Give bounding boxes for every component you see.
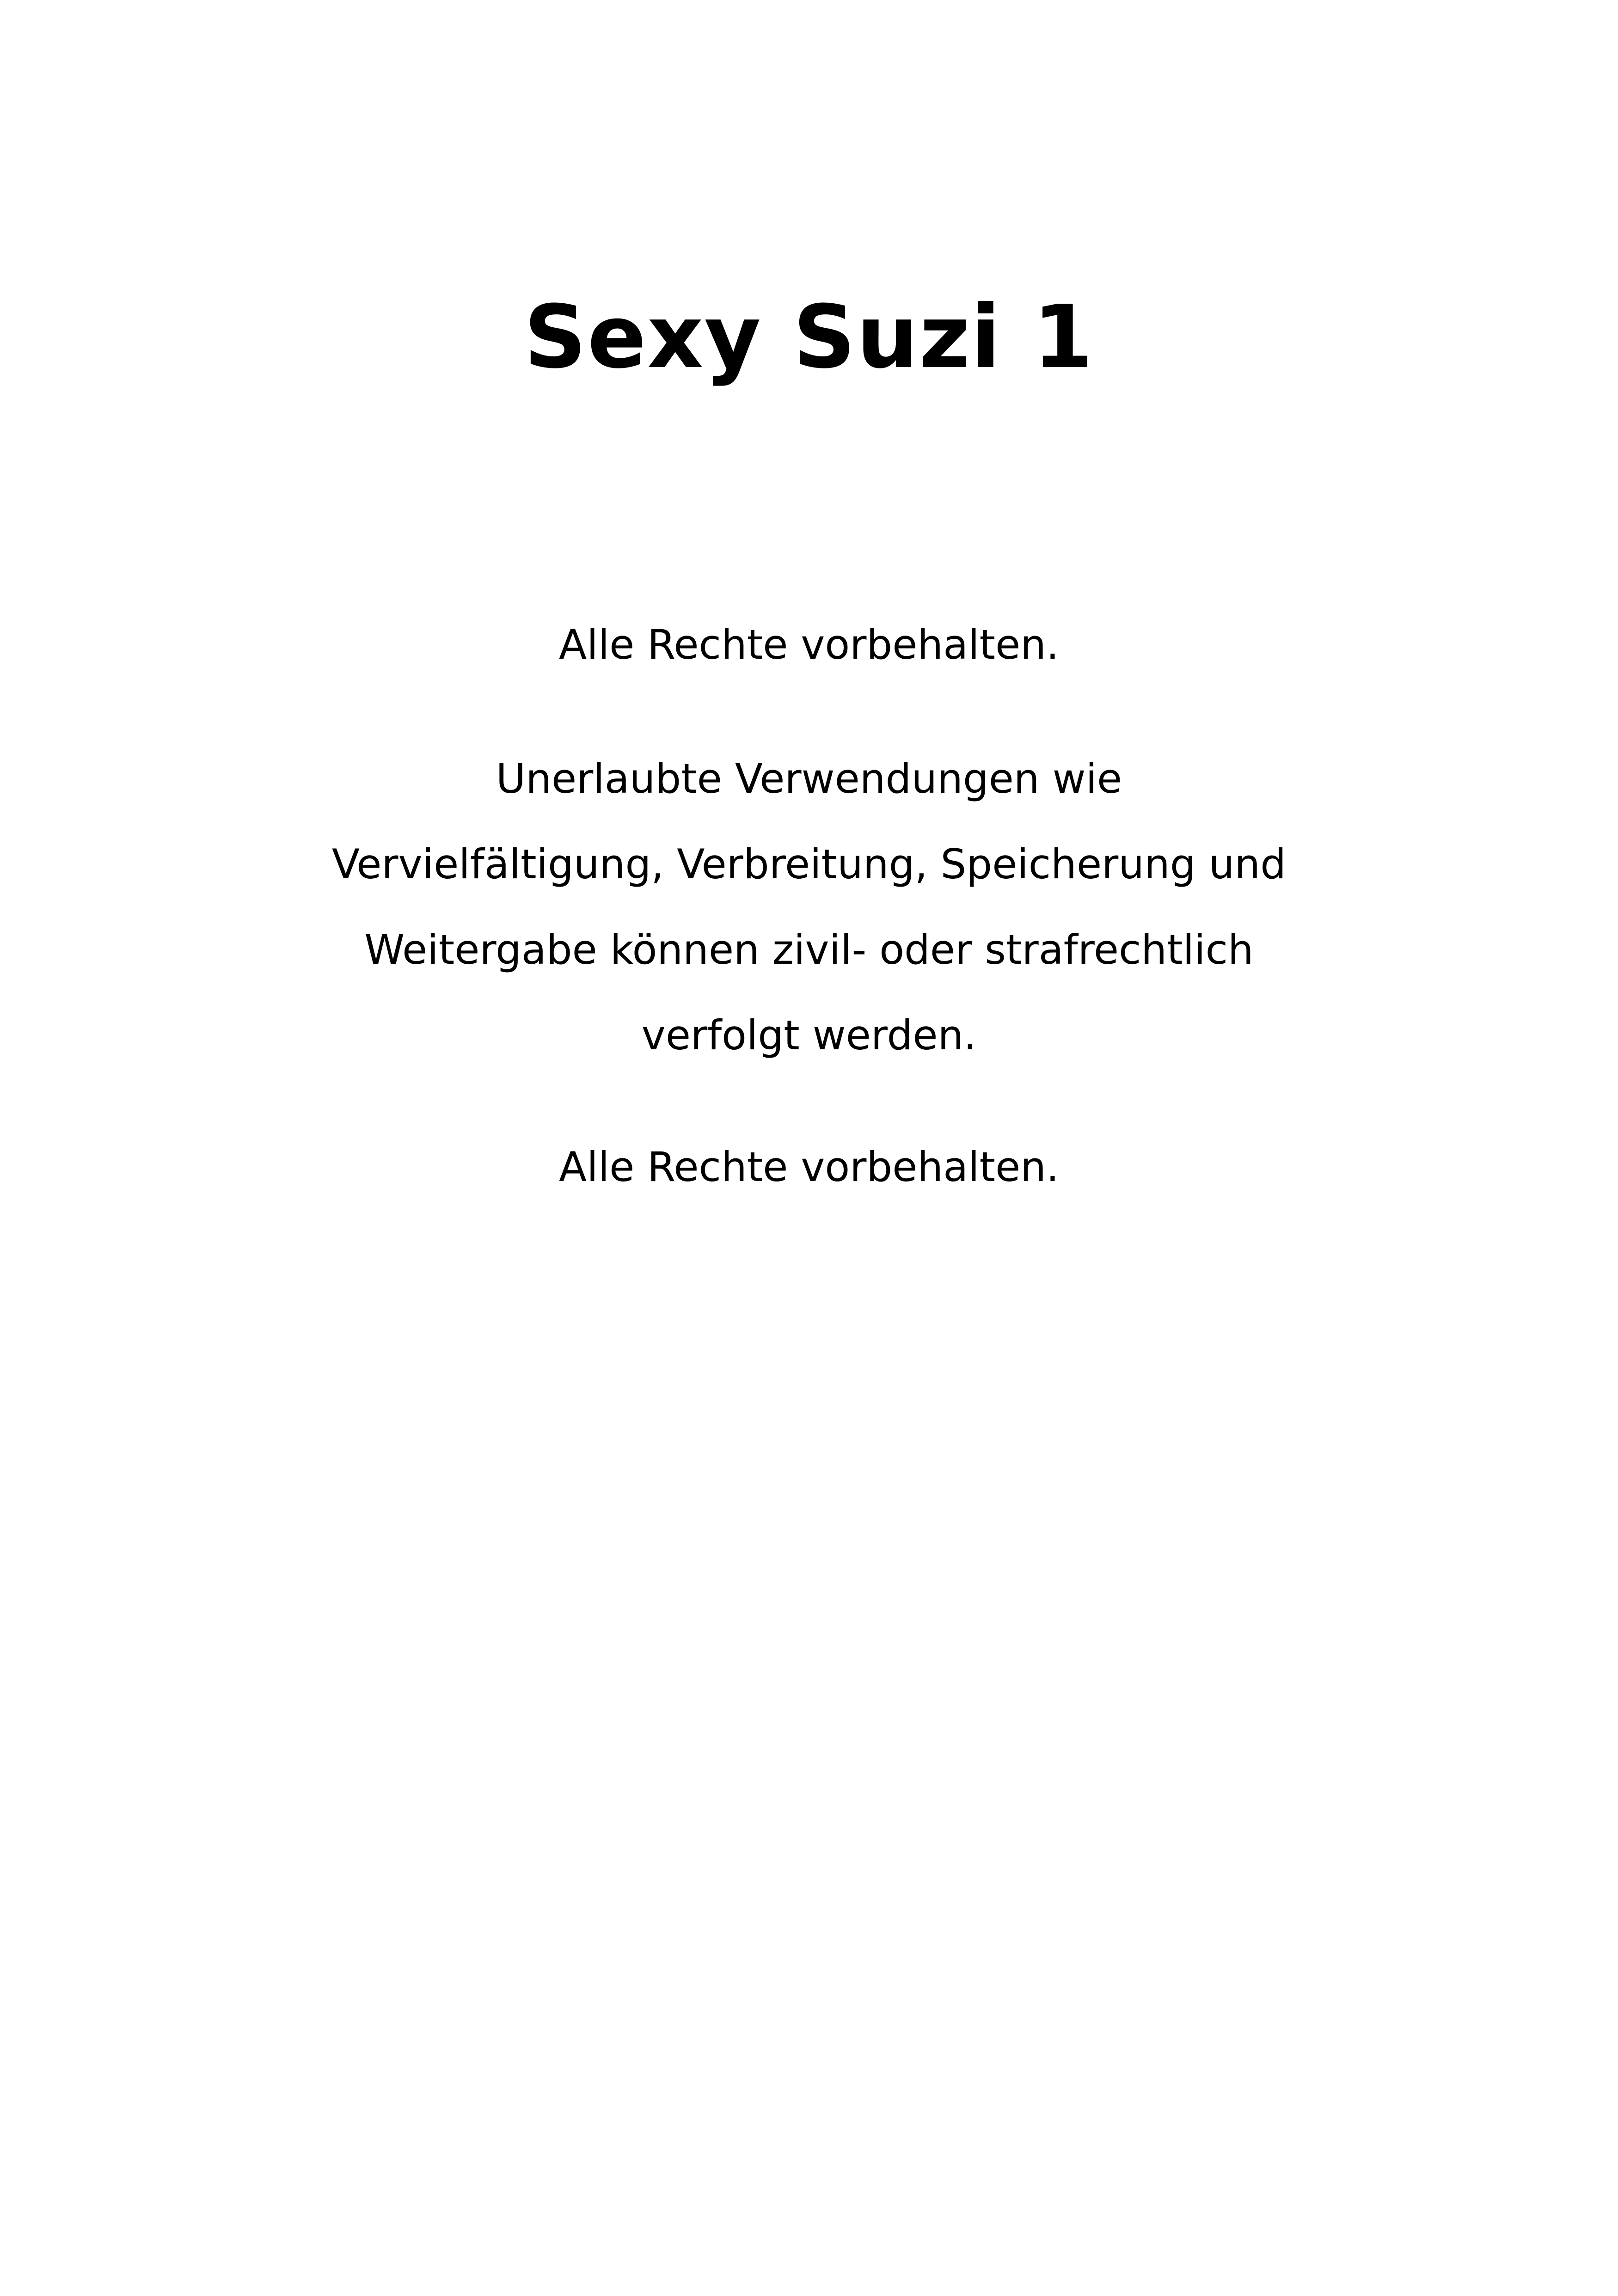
notice-line: verfolgt werden.	[641, 1011, 977, 1059]
notice-line: Vervielfältigung, Verbreitung, Speicherung und	[331, 840, 1287, 888]
page-title: Sexy Suzi 1	[524, 287, 1094, 388]
notice-line: Weitergabe können zivil- oder strafrechtlich	[364, 926, 1254, 974]
rights-notice-bottom: Alle Rechte vorbehalten.	[559, 1143, 1059, 1191]
rights-notice-top: Alle Rechte vorbehalten.	[559, 621, 1059, 668]
notice-line: Unerlaubte Verwendungen wie	[496, 755, 1122, 802]
